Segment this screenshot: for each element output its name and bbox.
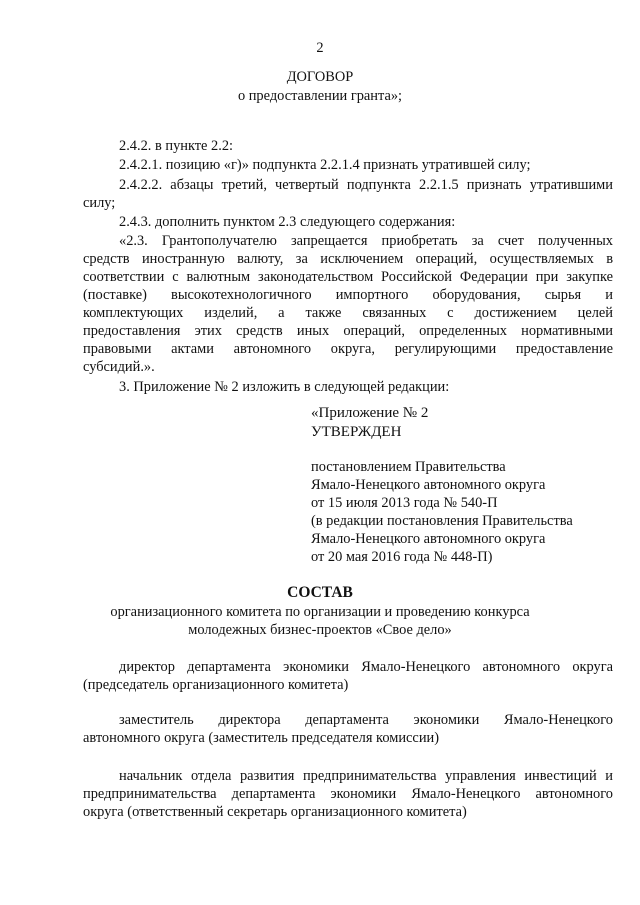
member-3-line3: округа (ответственный секретарь организационного комитета) [83, 804, 467, 820]
member-3-line1: начальник отдела развития предпринимательства управления инвестиций и [119, 768, 613, 784]
header-subtitle: о предоставлении гранта»; [237, 88, 403, 104]
approved-label: УТВЕРЖДЕН [311, 424, 402, 440]
quote-line: «2.3. Грантополучателю запрещается приобретать за счет полученных [119, 233, 613, 249]
member-3-line2: предпринимательства департамента экономики Ямало-Ненецкого автономного [83, 786, 613, 802]
header-title: ДОГОВОР [286, 69, 354, 85]
amendment-2-4-2: 2.4.2. в пункте 2.2: [119, 138, 234, 154]
approval-line: от 20 мая 2016 года № 448-П) [311, 549, 493, 565]
approval-line: (в редакции постановления Правительства [311, 513, 573, 529]
amendment-2-4-3: 2.4.3. дополнить пунктом 2.3 следующего содержания: [119, 214, 456, 230]
quote-line: средств иностранную валюту, за исключением операций, осуществляемых в [83, 251, 613, 267]
approval-line: Ямало-Ненецкого автономного округа [311, 477, 546, 493]
approval-line: от 15 июля 2013 года № 540-П [311, 495, 498, 511]
amendment-3: 3. Приложение № 2 изложить в следующей редакции: [119, 379, 450, 395]
quote-line: правовыми актами автономного округа, регулирующими предоставление [83, 341, 613, 357]
member-2-line2: автономного округа (заместитель председателя комиссии) [83, 730, 440, 746]
quote-line: предоставления этих средств иных операций, определенных нормативными [83, 323, 613, 339]
member-2-line1: заместитель директора департамента экономики Ямало-Ненецкого [119, 712, 613, 728]
annex-label: «Приложение № 2 [311, 405, 429, 421]
amendment-2-4-2-2-line1: 2.4.2.2. абзацы третий, четвертый подпункта 2.2.1.5 признать утратившими [119, 177, 613, 193]
member-1-line2: (председатель организационного комитета) [83, 677, 349, 693]
approval-line: постановлением Правительства [311, 459, 506, 475]
quote-line: (поставке) высокотехнологичного импортного оборудования, сырья и [83, 287, 613, 303]
member-1-line1: директор департамента экономики Ямало-Ненецкого автономного округа [119, 659, 613, 675]
composition-subtitle-line1: организационного комитета по организации и проведению конкурса [110, 604, 530, 620]
quote-line: соответствии с валютным законодательством Российской Федерации при закупке [83, 269, 613, 285]
page-number: 2 [316, 40, 324, 56]
amendment-2-4-2-1: 2.4.2.1. позицию «г)» подпункта 2.2.1.4 признать утратившей силу; [119, 157, 531, 173]
composition-subtitle-line2: молодежных бизнес-проектов «Свое дело» [188, 622, 452, 638]
quote-line: комплектующих изделий, а также связанных с достижением целей [83, 305, 613, 321]
quote-line: субсидий.». [83, 359, 155, 375]
composition-title: СОСТАВ [287, 584, 353, 601]
approval-block [311, 404, 573, 566]
approval-line: Ямало-Ненецкого автономного округа [311, 531, 546, 547]
amendment-2-4-2-2-line2: силу; [83, 195, 116, 211]
